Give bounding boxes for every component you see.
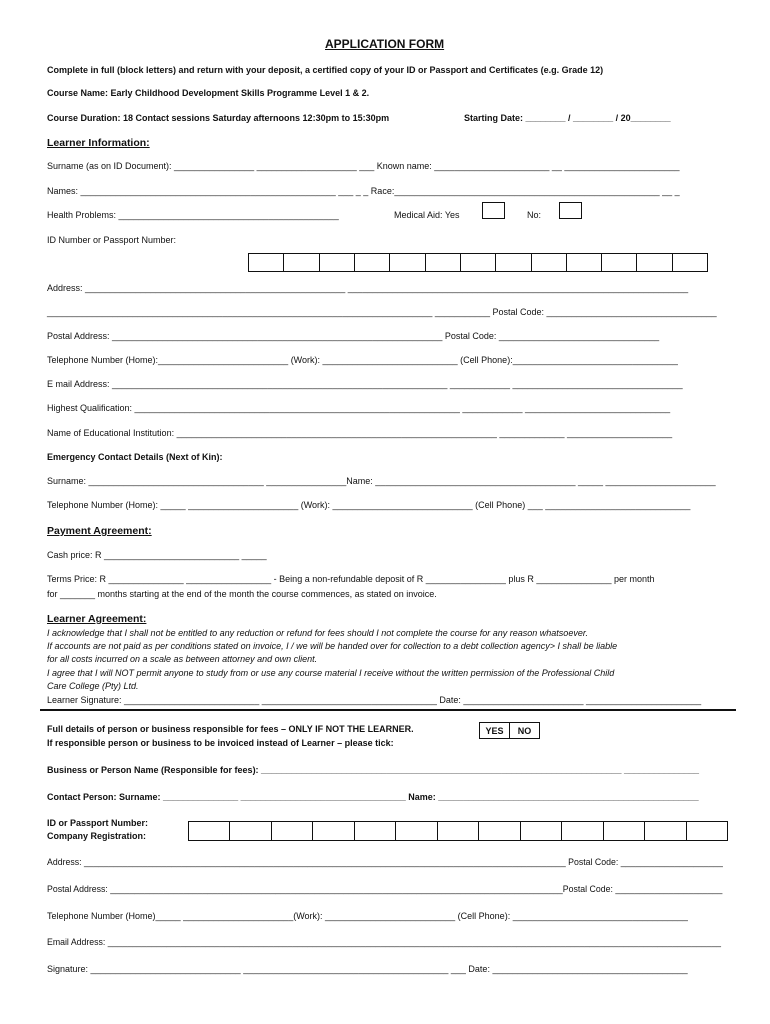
- payment-agreement-heading: Payment Agreement:: [47, 525, 152, 537]
- id-digit-box[interactable]: [687, 822, 727, 840]
- educational-institution-field[interactable]: Name of Educational Institution: ________________________________________________________________ _____________ _____________________: [47, 428, 673, 438]
- id-digit-box[interactable]: [355, 822, 396, 840]
- no-option[interactable]: NO: [517, 725, 532, 736]
- company-registration-label: Company Registration:: [47, 831, 147, 841]
- responsible-party-instruction: If responsible person or business to be invoiced instead of Learner – please tick:: [47, 738, 394, 748]
- surname-field[interactable]: Surname (as on ID Document): ________________ ____________________ ___ Known name: _______________________ __ _______________________: [47, 161, 680, 171]
- id-digit-box[interactable]: [521, 822, 562, 840]
- agreement-line: I agree that I will NOT permit anyone to study from or use any course material I receive without the written permission of the Professional Child: [47, 668, 615, 678]
- agreement-line: for all costs incurred on a scale as between attorney and own client.: [47, 654, 318, 664]
- address-field[interactable]: Address: ____________________________________________________ ____________________________________________________________________: [47, 283, 689, 293]
- agreement-line: If accounts are not paid as per conditions stated on invoice, I / we will be handed over for collection to a debt collection agency> I shall be liable: [47, 641, 618, 651]
- intro-text: Complete in full (block letters) and return with your deposit, a certified copy of your ID or Passport and Certificates (e.g. Grade 12): [47, 65, 604, 75]
- id-digit-box[interactable]: [230, 822, 271, 840]
- id-number-boxes[interactable]: [248, 253, 708, 272]
- medical-aid-yes-label: Medical Aid: Yes: [394, 210, 460, 220]
- emergency-telephone-field[interactable]: Telephone Number (Home): _____ ______________________ (Work): ____________________________ (Cell Phone) ___ _____________________________: [47, 500, 691, 510]
- health-problems-field[interactable]: Health Problems: ____________________________________________: [47, 210, 339, 220]
- terms-months-field[interactable]: for _______ months starting at the end of the month the course commences, as stated on invoice.: [47, 589, 437, 599]
- agreement-line: Care College (Pty) Ltd.: [47, 681, 139, 691]
- responsible-address-field[interactable]: Address: ___________________________________________________________________________________________________ Postal Code: _____________________: [47, 857, 723, 867]
- responsible-party-heading: Full details of person or business responsible for fees – ONLY IF NOT THE LEARNER.: [47, 724, 414, 734]
- id-digit-box[interactable]: [461, 254, 496, 271]
- id-digit-box[interactable]: [532, 254, 567, 271]
- highest-qualification-field[interactable]: Highest Qualification: _________________________________________________________________ ____________ _____________________________: [47, 403, 671, 413]
- contact-person-field[interactable]: Contact Person: Surname: _______________ _________________________________ Name: ____________________________________________________: [47, 792, 699, 802]
- yes-no-choice[interactable]: [479, 722, 540, 739]
- id-digit-box[interactable]: [562, 822, 603, 840]
- id-digit-box[interactable]: [602, 254, 637, 271]
- id-digit-box[interactable]: [284, 254, 319, 271]
- id-digit-box[interactable]: [604, 822, 645, 840]
- id-digit-box[interactable]: [272, 822, 313, 840]
- email-field[interactable]: E mail Address: ___________________________________________________________________ ____________ __________________________________: [47, 379, 683, 389]
- postal-address-field[interactable]: Postal Address: __________________________________________________________________ Postal Code: ________________________________: [47, 331, 660, 341]
- responsible-postal-address-field[interactable]: Postal Address: _____________________________________________________________________________________________Postal Code: ______________________: [47, 884, 723, 894]
- terms-price-field[interactable]: Terms Price: R _______________ _________________ - Being a non-refundable deposit of R ________________ plus R _______________ per month: [47, 574, 655, 584]
- id-digit-box[interactable]: [496, 254, 531, 271]
- emergency-contact-heading: Emergency Contact Details (Next of Kin):: [47, 452, 223, 462]
- responsible-id-label: ID or Passport Number:: [47, 818, 149, 828]
- starting-date-field[interactable]: Starting Date: ________ / ________ / 20________: [464, 113, 671, 123]
- id-digit-box[interactable]: [479, 822, 520, 840]
- section-divider: [40, 709, 736, 711]
- id-digit-box[interactable]: [426, 254, 461, 271]
- cash-price-field[interactable]: Cash price: R ___________________________ _____: [47, 550, 267, 560]
- responsible-id-boxes[interactable]: [188, 821, 728, 841]
- learner-agreement-heading: Learner Agreement:: [47, 613, 147, 625]
- id-digit-box[interactable]: [313, 822, 354, 840]
- learner-information-heading: Learner Information:: [47, 137, 150, 149]
- medical-aid-yes-checkbox[interactable]: [482, 202, 505, 219]
- id-digit-box[interactable]: [396, 822, 437, 840]
- id-digit-box[interactable]: [637, 254, 672, 271]
- id-digit-box[interactable]: [189, 822, 230, 840]
- address-postal-code-field[interactable]: _____________________________________________________________________________ ___________ Postal Code: __________________________________: [47, 307, 717, 317]
- telephone-field[interactable]: Telephone Number (Home):__________________________ (Work): ___________________________ (Cell Phone):_________________________________: [47, 355, 678, 365]
- id-digit-box[interactable]: [438, 822, 479, 840]
- id-digit-box[interactable]: [567, 254, 602, 271]
- medical-aid-no-label: No:: [527, 210, 542, 220]
- id-digit-box[interactable]: [355, 254, 390, 271]
- learner-signature-field[interactable]: Learner Signature: ___________________________ ___________________________________ Date: ________________________ _______________________: [47, 695, 702, 705]
- emergency-surname-field[interactable]: Surname: ___________________________________ ________________Name: ________________________________________ _____ ______________________: [47, 476, 716, 486]
- responsible-signature-field[interactable]: Signature: ______________________________ _________________________________________ ___ Date: _______________________________________: [47, 964, 688, 974]
- id-digit-box[interactable]: [673, 254, 707, 271]
- id-digit-box[interactable]: [249, 254, 284, 271]
- agreement-line: I acknowledge that I shall not be entitled to any reduction or refund for fees should I not complete the course for any reason whatsoever.: [47, 628, 588, 638]
- yes-option[interactable]: YES: [480, 723, 510, 738]
- id-digit-box[interactable]: [320, 254, 355, 271]
- course-name: Course Name: Early Childhood Development Skills Programme Level 1 & 2.: [47, 88, 370, 98]
- id-digit-box[interactable]: [390, 254, 425, 271]
- medical-aid-no-checkbox[interactable]: [559, 202, 582, 219]
- course-duration: Course Duration: 18 Contact sessions Saturday afternoons 12:30pm to 15:30pm: [47, 113, 390, 123]
- business-name-field[interactable]: Business or Person Name (Responsible for fees): ________________________________________________________________________ _______________: [47, 765, 700, 775]
- id-digit-box[interactable]: [645, 822, 686, 840]
- page-title: APPLICATION FORM: [325, 37, 445, 51]
- responsible-email-field[interactable]: Email Address: ______________________________________________________________________________________________________________________________: [47, 937, 721, 947]
- responsible-telephone-field[interactable]: Telephone Number (Home)_____ ______________________(Work): __________________________ (Cell Phone): ___________________________________: [47, 911, 688, 921]
- names-field[interactable]: Names: ___________________________________________________ ___ _ _ Race:_____________________________________________________ __ _: [47, 186, 680, 196]
- id-number-label: ID Number or Passport Number:: [47, 235, 177, 245]
